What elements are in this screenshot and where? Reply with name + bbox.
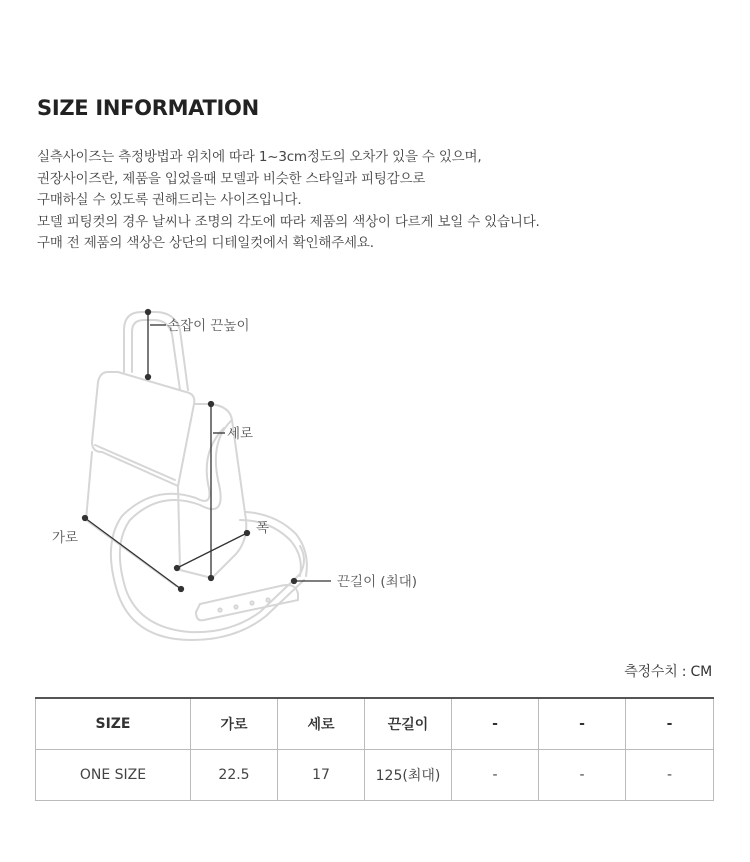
label-height: 세로 [227, 426, 254, 442]
label-strap-length: 끈길이 (최대) [337, 574, 418, 590]
table-row [36, 750, 714, 801]
size-notes [37, 147, 717, 255]
table-cell: ONE SIZE [36, 750, 191, 801]
table-cell: 17 [278, 750, 365, 801]
label-handle-height: 손잡이 끈높이 [167, 318, 250, 334]
table-header-cell: - [452, 698, 539, 750]
table-header-row [36, 698, 714, 750]
bag-measurement-diagram [0, 290, 460, 650]
note-line: 구매 전 제품의 색상은 상단의 디테일컷에서 확인해주세요. [37, 235, 374, 251]
table-header-cell: SIZE [36, 698, 191, 750]
table-header-cell: 끈길이 [365, 698, 452, 750]
note-line: 권장사이즈란, 제품을 입었을때 모델과 비슷한 스타일과 피팅감으로 [37, 170, 426, 187]
unit-label: 측정수치 : CM [624, 664, 712, 680]
table-header-cell: 가로 [191, 698, 278, 750]
note-line: 실측사이즈는 측정방법과 위치에 따라 1~3cm정도의 오차가 있을 수 있으며, [37, 149, 482, 165]
page-title: SIZE INFORMATION [37, 96, 259, 120]
note-line: 구매하실 수 있도록 권해드리는 사이즈입니다. [37, 192, 302, 208]
label-width: 가로 [52, 530, 79, 546]
bag-illustration [86, 312, 307, 640]
table-cell: - [539, 750, 626, 801]
size-table [35, 697, 714, 801]
label-depth: 폭 [256, 520, 270, 536]
table-cell: 22.5 [191, 750, 278, 801]
table-cell: - [626, 750, 714, 801]
table-header-cell: - [539, 698, 626, 750]
table-cell: - [452, 750, 539, 801]
table-header-cell: 세로 [278, 698, 365, 750]
note-line: 모델 피팅컷의 경우 날씨나 조명의 각도에 따라 제품의 색상이 다르게 보일 수 있습니다. [37, 213, 540, 230]
table-header-cell: - [626, 698, 714, 750]
table-cell: 125(최대) [365, 750, 452, 801]
